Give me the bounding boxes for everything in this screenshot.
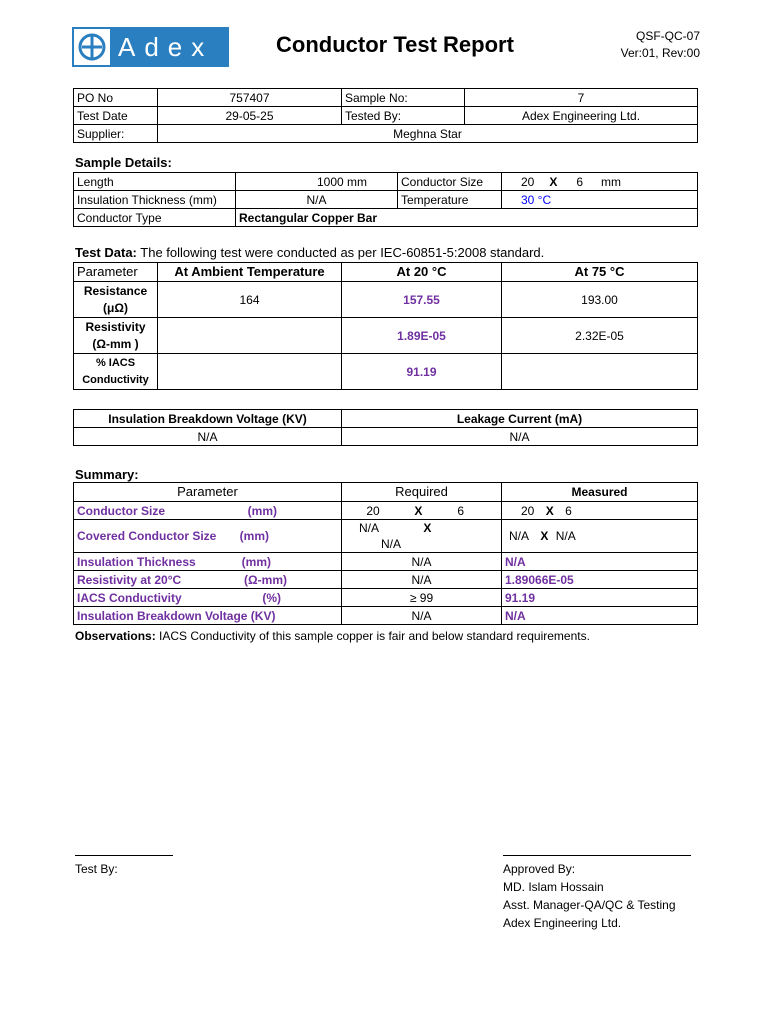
summary-param xyxy=(74,607,342,625)
table-row xyxy=(74,520,698,553)
summary-col-required: Required xyxy=(342,483,502,502)
meas-x: X xyxy=(540,529,549,543)
test-data-table xyxy=(73,262,698,390)
tested-by-value: Adex Engineering Ltd. xyxy=(465,107,698,125)
param-name: Insulation Thickness xyxy=(77,554,196,569)
col-20c: At 20 °C xyxy=(342,263,502,282)
summary-measured: 91.19 xyxy=(502,589,698,607)
meas-w: N/A xyxy=(509,529,530,543)
at75-value: 193.00 xyxy=(502,282,698,318)
row-param xyxy=(74,354,158,390)
ambient-value: 164 xyxy=(158,282,342,318)
summary-required xyxy=(342,520,502,553)
param-unit: (Ω-mm ) xyxy=(92,336,139,351)
meas-w: 20 xyxy=(521,503,535,518)
approver-company: Adex Engineering Ltd. xyxy=(503,916,622,930)
summary-param xyxy=(74,589,342,607)
param-unit: Conductivity xyxy=(82,373,149,386)
req-x: X xyxy=(414,503,423,518)
leakage-current-value: N/A xyxy=(342,428,698,446)
breakdown-table xyxy=(73,409,698,446)
table-row xyxy=(74,282,698,318)
doc-code: QSF-QC-07 xyxy=(635,29,700,43)
tested-by-label: Tested By: xyxy=(342,107,465,125)
test-by-signature-line xyxy=(75,855,173,856)
conductor-height: 6 xyxy=(576,174,584,189)
test-by-label: Test By: xyxy=(75,862,118,876)
param-name: Resistivity at 20°C xyxy=(77,572,182,587)
summary-measured: 1.89066E-05 xyxy=(502,571,698,589)
param-name: Covered Conductor Size xyxy=(77,529,217,543)
meas-h: N/A xyxy=(555,529,576,543)
param-name: IACS Conductivity xyxy=(77,590,182,605)
breakdown-voltage-value: N/A xyxy=(74,428,342,446)
meas-x: X xyxy=(545,503,554,518)
table-row xyxy=(74,553,698,571)
summary-required xyxy=(342,502,502,520)
conductor-size-value xyxy=(502,173,698,191)
summary-measured: N/A xyxy=(502,553,698,571)
observations-text: IACS Conductivity of this sample copper is fair and below standard requirements. xyxy=(159,629,590,643)
param-unit: (Ω-mm) xyxy=(244,572,287,587)
logo-text: Adex xyxy=(118,32,214,62)
approver-block xyxy=(503,860,676,932)
at20-value: 91.19 xyxy=(342,354,502,390)
temperature-label: Temperature xyxy=(398,191,502,209)
test-date-value: 29-05-25 xyxy=(158,107,342,125)
approved-by-label: Approved By: xyxy=(503,862,576,876)
length-label: Length xyxy=(74,173,236,191)
doc-version: Ver:01, Rev:00 xyxy=(620,46,700,60)
sample-details-heading: Sample Details: xyxy=(75,155,172,170)
param-name: Resistance xyxy=(83,283,148,298)
param-unit: (μΩ) xyxy=(103,300,128,315)
col-ambient: At Ambient Temperature xyxy=(158,263,342,282)
observations-label: Observations: xyxy=(75,629,156,643)
test-date-label: Test Date xyxy=(74,107,158,125)
row-param xyxy=(74,318,158,354)
param-unit: (mm) xyxy=(241,554,271,569)
approver-designation: Asst. Manager-QA/QC & Testing xyxy=(503,898,676,912)
logo-mark-icon xyxy=(74,29,110,65)
req-w: N/A xyxy=(359,521,380,535)
report-info-table xyxy=(73,88,698,143)
summary-col-parameter: Parameter xyxy=(74,483,342,502)
row-param xyxy=(74,282,158,318)
conductor-type-value: Rectangular Copper Bar xyxy=(236,209,698,227)
param-unit: (mm) xyxy=(247,503,277,518)
summary-required: N/A xyxy=(342,571,502,589)
summary-param xyxy=(74,553,342,571)
table-row xyxy=(74,589,698,607)
table-row xyxy=(74,318,698,354)
approver-name: MD. Islam Hossain xyxy=(503,880,604,894)
req-h: N/A xyxy=(380,537,401,551)
summary-param xyxy=(74,571,342,589)
col-75c: At 75 °C xyxy=(502,263,698,282)
test-data-description: The following test were conducted as per IEC-60851-5:2008 standard. xyxy=(140,245,545,260)
leakage-current-header: Leakage Current (mA) xyxy=(342,410,698,428)
supplier-value: Meghna Star xyxy=(158,125,698,143)
length-value: 1000 mm xyxy=(236,173,398,191)
param-name: % IACS xyxy=(95,356,136,369)
req-x: X xyxy=(423,521,432,535)
conductor-unit: mm xyxy=(601,174,622,189)
col-parameter: Parameter xyxy=(74,263,158,282)
page-title: Conductor Test Report xyxy=(276,32,514,57)
ambient-value xyxy=(158,354,342,390)
summary-measured xyxy=(502,520,698,553)
req-w: 20 xyxy=(366,503,380,518)
param-name: Insulation Breakdown Voltage (KV) xyxy=(77,608,276,623)
test-data-label: Test Data: xyxy=(75,245,137,260)
table-row xyxy=(74,607,698,625)
temperature-value: 30 °C xyxy=(502,191,698,209)
summary-heading: Summary: xyxy=(75,467,139,482)
conductor-x: X xyxy=(549,174,558,189)
summary-param xyxy=(74,520,342,553)
param-unit: (mm) xyxy=(239,529,269,543)
param-unit: (%) xyxy=(262,590,281,605)
param-name: Conductor Size xyxy=(77,503,166,518)
meas-h: 6 xyxy=(565,503,572,518)
table-row xyxy=(74,502,698,520)
document-reference xyxy=(621,28,700,62)
at75-value: 2.32E-05 xyxy=(502,318,698,354)
summary-required: ≥ 99 xyxy=(342,589,502,607)
summary-required: N/A xyxy=(342,553,502,571)
po-value: 757407 xyxy=(158,89,342,107)
at75-value xyxy=(502,354,698,390)
approved-by-signature-line xyxy=(503,855,691,856)
supplier-label: Supplier: xyxy=(74,125,158,143)
summary-required: N/A xyxy=(342,607,502,625)
company-logo xyxy=(72,27,229,67)
insulation-thickness-value: N/A xyxy=(236,191,398,209)
table-row xyxy=(74,354,698,390)
summary-measured: N/A xyxy=(502,607,698,625)
ambient-value xyxy=(158,318,342,354)
po-label: PO No xyxy=(74,89,158,107)
conductor-type-label: Conductor Type xyxy=(74,209,236,227)
test-data-heading xyxy=(75,245,544,260)
at20-value: 1.89E-05 xyxy=(342,318,502,354)
param-name: Resistivity xyxy=(85,319,146,334)
sample-no-value: 7 xyxy=(465,89,698,107)
summary-param xyxy=(74,502,342,520)
summary-col-measured: Measured xyxy=(502,483,698,502)
req-h: 6 xyxy=(457,503,465,518)
sample-no-label: Sample No: xyxy=(342,89,465,107)
breakdown-voltage-header: Insulation Breakdown Voltage (KV) xyxy=(74,410,342,428)
sample-details-table xyxy=(73,172,698,227)
conductor-width: 20 xyxy=(521,174,535,189)
insulation-thickness-label: Insulation Thickness (mm) xyxy=(74,191,236,209)
at20-value: 157.55 xyxy=(342,282,502,318)
summary-measured xyxy=(502,502,698,520)
summary-table xyxy=(73,482,698,625)
table-row xyxy=(74,571,698,589)
observations xyxy=(75,629,590,643)
conductor-size-label: Conductor Size xyxy=(398,173,502,191)
